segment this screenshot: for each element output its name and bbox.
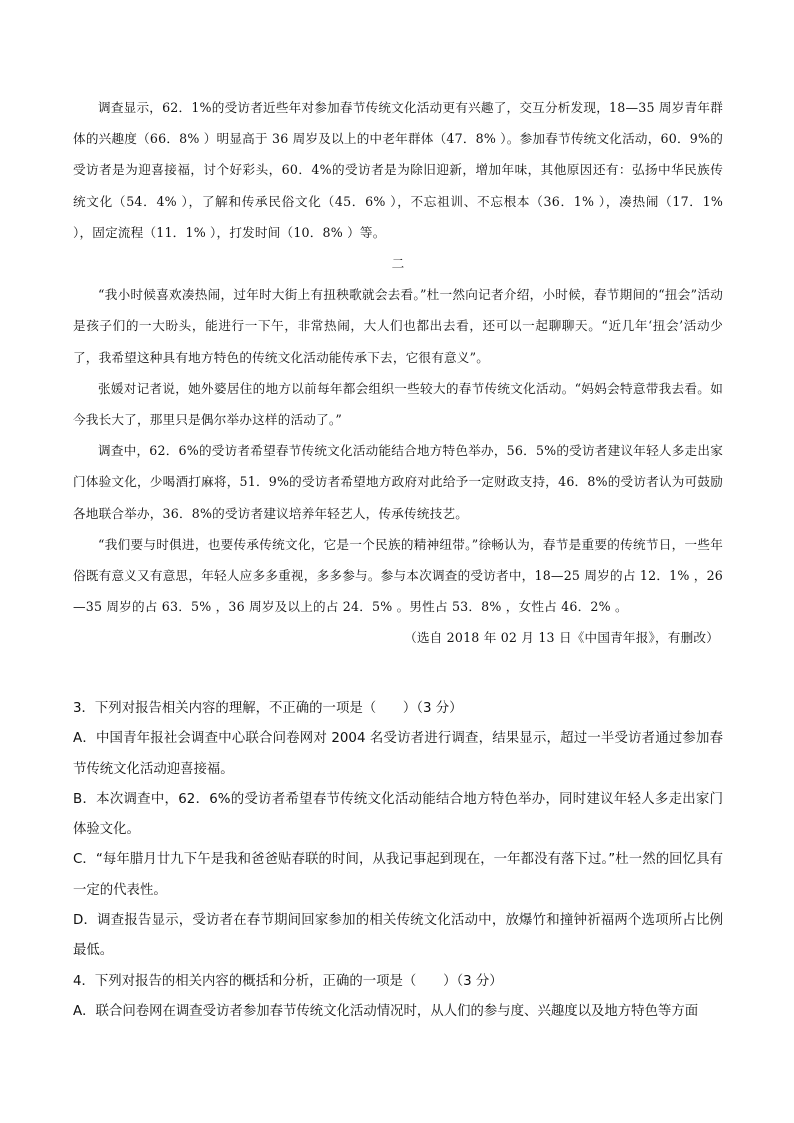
article-paragraph: “我们要与时俱进，也要传承传统文化，它是一个民族的精神纽带。”徐畅认为，春节是重要的传统节日，一些年俗既有意义又有意思，年轻人应多多重视，多多参与。参与本次调查的受访者中，18—25 周岁的占 12．1% ，26—35 周岁的占 63．5% ，36 周岁及以上的占 24．5% 。男性占 53．8% ，女性占 46．2% 。 <box>73 536 723 615</box>
article-paragraph: 调查中，62．6%的受访者希望春节传统文化活动能结合地方特色举办，56．5%的受访者建议年轻人多走出家门体验文化，少喝酒打麻将，51．9%的受访者希望地方政府对此给予一定财政支持，46．8%的受访者认为可鼓励各地联合举办，36．8%的受访者建议培养年轻艺人，传承传统技艺。 <box>73 443 723 521</box>
question-section <box>73 694 723 1027</box>
article-paragraph: “我小时候喜欢凑热闹，过年时大街上有扭秧歌就会去看。”杜一然向记者介绍，小时候，春节期间的“扭会”活动是孩子们的一大盼头，能进行一下午，非常热闹，大人们也都出去看，还可以一起聊聊天。“近几年‘扭会’活动少了，我希望这种具有地方特色的传统文化活动能传承下去，它很有意义”。 <box>73 287 723 365</box>
question-4-stem: 4．下列对报告的相关内容的概括和分析，正确的一项是（ ）（3 分） <box>73 973 503 989</box>
source-citation: （选自 2018 年 02 月 13 日《中国青年报》，有删改） <box>404 630 719 646</box>
question-3-stem: 3．下列对报告相关内容的理解，不正确的一项是（ ）（3 分） <box>73 701 463 716</box>
article-paragraph: 张媛对记者说，她外婆居住的地方以前每年都会组织一些较大的春节传统文化活动。“妈妈会特意带我去看。如今我长大了，那里只是偶尔举办这样的活动了。” <box>73 380 723 428</box>
article-paragraph: 调查显示，62．1%的受访者近些年对参加春节传统文化活动更有兴趣了，交互分析发现，18—35 周岁青年群体的兴趣度（66．8% ）明显高于 36 周岁及以上的中老年群体（47．8% ）。参加春节传统文化活动，60．9%的受访者是为迎喜接福，讨个好彩头，60．4%的受访者是为除旧迎新，增加年味，其他原因还有：弘扬中华民族传统文化（54．4% ），了解和传承民俗文化（45．6% ），不忘祖训、不忘根本（36．1% ），凑热闹（17．1% ），固定流程（11．1% ），打发时间（10．8% ）等。 <box>73 100 723 240</box>
question-3-option-a: A．中国青年报社会调查中心联合问卷网对 2004 名受访者进行调查，结果显示，超过一半受访者通过参加春节传统文化活动迎喜接福。 <box>73 731 723 777</box>
question-3-option-b: B．本次调查中，62．6%的受访者希望春节传统文化活动能结合地方特色举办，同时建议年轻人多走出家门体验文化。 <box>73 791 723 838</box>
question-3-option-d: D．调查报告显示，受访者在春节期间回家参加的相关传统文化活动中，放爆竹和撞钟祈福两个选项所占比例最低。 <box>73 913 723 959</box>
question-4-option-a: A．联合问卷网在调查受访者参加春节传统文化活动情况时，从人们的参与度、兴趣度以及地方特色等方面 <box>73 1003 699 1019</box>
article-body <box>73 92 723 654</box>
section-number: 二 <box>391 256 405 272</box>
question-3-option-c: C．“每年腊月廿九下午是我和爸爸贴春联的时间，从我记事起到现在，一年都没有落下过。”杜一然的回忆具有一定的代表性。 <box>73 852 723 898</box>
